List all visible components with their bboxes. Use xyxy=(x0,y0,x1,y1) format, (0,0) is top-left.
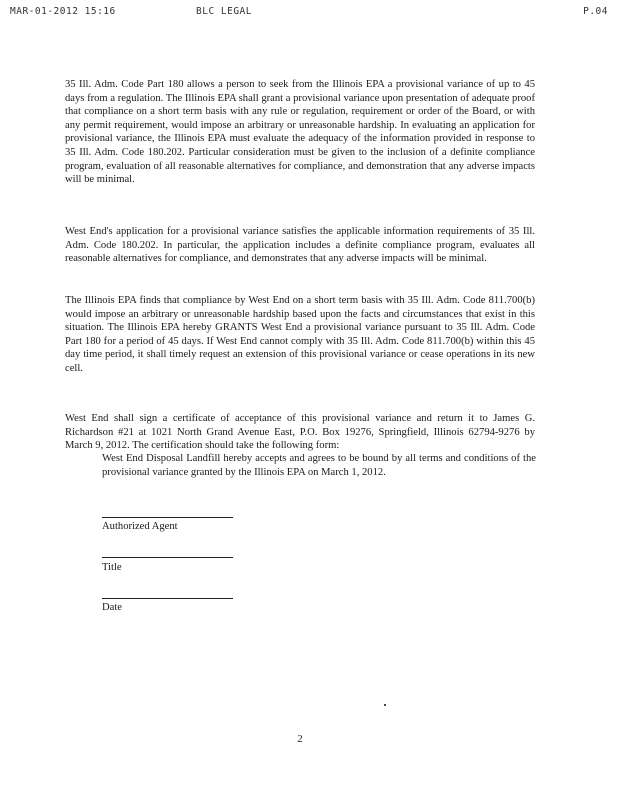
fax-sender: BLC LEGAL xyxy=(196,6,252,17)
authorized-agent-label: Authorized Agent xyxy=(102,521,178,532)
page-number: 2 xyxy=(297,734,303,745)
fax-date-time: MAR-01-2012 15:16 xyxy=(10,6,116,17)
fax-page-number: P.04 xyxy=(583,6,608,17)
title-signature-line xyxy=(102,557,233,558)
date-label: Date xyxy=(102,602,122,613)
date-signature-line xyxy=(102,598,233,599)
scan-speck xyxy=(384,704,386,706)
authorized-agent-signature-line xyxy=(102,517,233,518)
title-label: Title xyxy=(102,562,122,573)
certification-statement: West End Disposal Landfill hereby accepts and agrees to be bound by all terms and conditions of the provisional variance granted by the Illinois EPA on March 1, 2012. xyxy=(102,453,536,478)
fax-header xyxy=(10,6,608,20)
paragraph-findings-grant: The Illinois EPA finds that compliance by West End on a short term basis with 35 Ill. Adm. Code 811.700(b) would impose an arbitrary or unreasonable hardship based upon the facts and circumstances that exist in this situation. The Illinois EPA hereby GRANTS West End a provisional variance pursuant to 35 Ill. Adm. Code Part 180 for a period of 45 days. If West End cannot comply with 35 Ill. Adm. Code 811.700(b) within this 45 day time period, it shall timely request an extension of this provisional variance or cease operations in its new cell. xyxy=(65,295,535,374)
paragraph-application-satisfies: West End's application for a provisional variance satisfies the applicable information requirements of 35 Ill. Adm. Code 180.202. In particular, the application includes a definite compliance program, evaluates all reasonable alternatives for compliance, and demonstrates that any adverse impacts will be minimal. xyxy=(65,226,535,265)
paragraph-provisional-variance-rules: 35 Ill. Adm. Code Part 180 allows a person to seek from the Illinois EPA a provisional variance of up to 45 days from a regulation. The Illinois EPA shall grant a provisional variance upon presentation of adequate proof that compliance on a short term basis with any rule or regulation, requirement or order of the Board, or with any permit requirement, would impose an arbitrary or unreasonable hardship. In evaluating an application for provisional variance, the Illinois EPA must evaluate the adequacy of the information provided in response to 35 Ill. Adm. Code 180.202. Particular consideration must be given to the inclusion of a definite compliance program, evaluation of all reasonable alternatives for compliance, and demonstration that any adverse impacts will be minimal. xyxy=(65,79,535,186)
paragraph-certificate-instructions: West End shall sign a certificate of acceptance of this provisional variance and return it to James G. Richardson #21 at 1021 North Grand Avenue East, P.O. Box 19276, Springfield, Illinois 62794-9276 by March 9, 2012. The certification should take the following form: xyxy=(65,413,535,452)
